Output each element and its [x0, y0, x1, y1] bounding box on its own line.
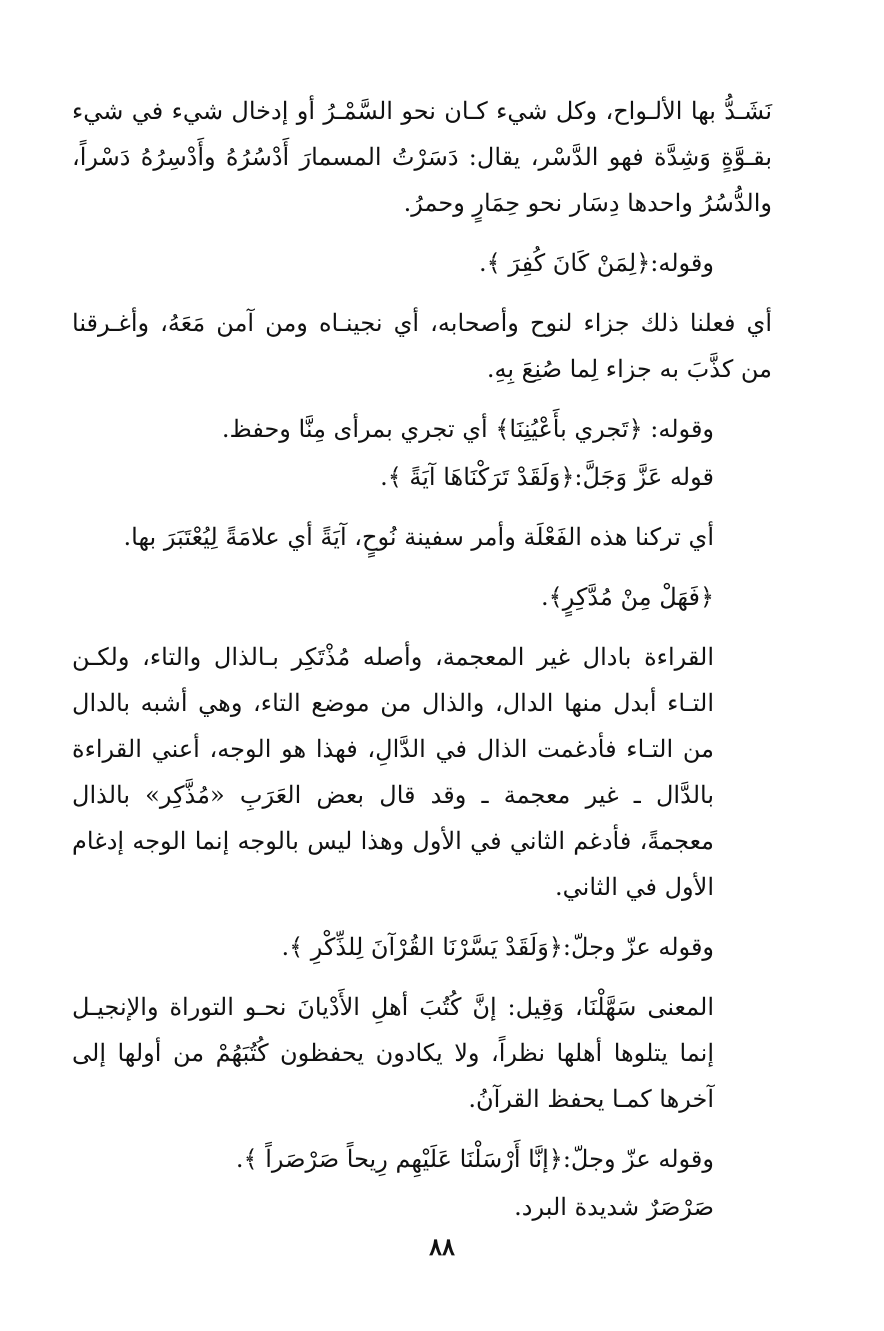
verse-arsalna-rihan: وقوله عزّ وجلّ:﴿إنَّا أَرْسَلْنَا عَلَيْهِم رِيحاً صَرْصَراً ﴾.: [235, 1145, 714, 1173]
paragraph-reading-explanation: القراءة بادال غير المعجمة، وأصله مُذْتَكِر بـالذال والتاء، ولكـن التـاء أبدل منها الدال، والذال من موضع التاء، وهي أشبه بالدال من التـاء فأدغمت الذال في الدَّالِ، فهذا هو الوجه، أعني القراءة بالدَّال ـ غير معجمة ـ وقد قال بعض العَرَبِ «مُذَّكِر» بالذال معجمةً، فأدغم الثاني في الأول وهذا ليس بالوجه إنما الوجه إدغام الأول في الثاني.: [72, 643, 714, 901]
paragraph-reward-explanation: أي فعلنا ذلك جزاء لنوح وأصحابه، أي نجينـاه ومن آمن مَعَهُ، وأغـرقنا من كذَّبَ به جزاء لِما صُنِعَ بِهِ.: [72, 309, 772, 383]
paragraph-dusur-definition: نَشَـدُّ بها الألـواح، وكل شيء كـان نحو السَّمْـرُ أو إدخال شيء في شيء بقـوَّةٍ وَشِدَّة فهو الدَّسْر، يقال: دَسَرْتُ المسمارَ أَدْسُرُهُ وأَدْسِرُهُ دَسْراً، والدُّسُرُ واحدها دِسَار نحو حِمَارٍ وحمرُ.: [72, 97, 772, 217]
verse-laqad-taraknaha: قوله عَزَّ وَجَلَّ:﴿وَلَقَدْ تَرَكْنَاهَا آيَةً ﴾.: [380, 463, 714, 491]
verse-liman-kana-kufir: وقوله:﴿لِمَنْ كَانَ كُفِرَ ﴾.: [479, 249, 714, 277]
verse-fahal-min-muddakir: ﴿فَهَلْ مِنْ مُدَّكِرٍ﴾.: [541, 583, 714, 611]
page-number: ٨٨: [429, 1232, 455, 1261]
page-body: [72, 88, 772, 1230]
paragraph-sahhalna-explanation: المعنى سَهَّلْنَا، وَقِيل: إنَّ كُتُبَ أهلِ الأَدْيانَ نحـو التوراة والإنجيـل إنما يتلوها أهلها نظراً، ولا يكادون يحفظون كُتُبَهُمْ من أولها إلى آخرها كمـا يحفظ القرآنُ.: [72, 993, 714, 1113]
paragraph-sign-explanation: أي تركنا هذه الفَعْلَة وأمر سفينة نُوحٍ، آيَةً أي علامَةً لِيُعْتَبَرَ بها.: [123, 523, 714, 551]
verse-tajri-biayunina: وقوله: ﴿تَجري بأَعْيُنِنَا﴾ أي تجري بمرأى مِنَّا وحفظ.: [221, 415, 714, 443]
paragraph-sarsar-definition: صَرْصَرٌ شديدة البرد.: [514, 1193, 714, 1221]
verse-yassarna-alquran: وقوله عزّ وجلّ:﴿وَلَقَدْ يَسَّرْنَا القُرْآنَ لِلذِّكْرِ ﴾.: [281, 933, 714, 961]
